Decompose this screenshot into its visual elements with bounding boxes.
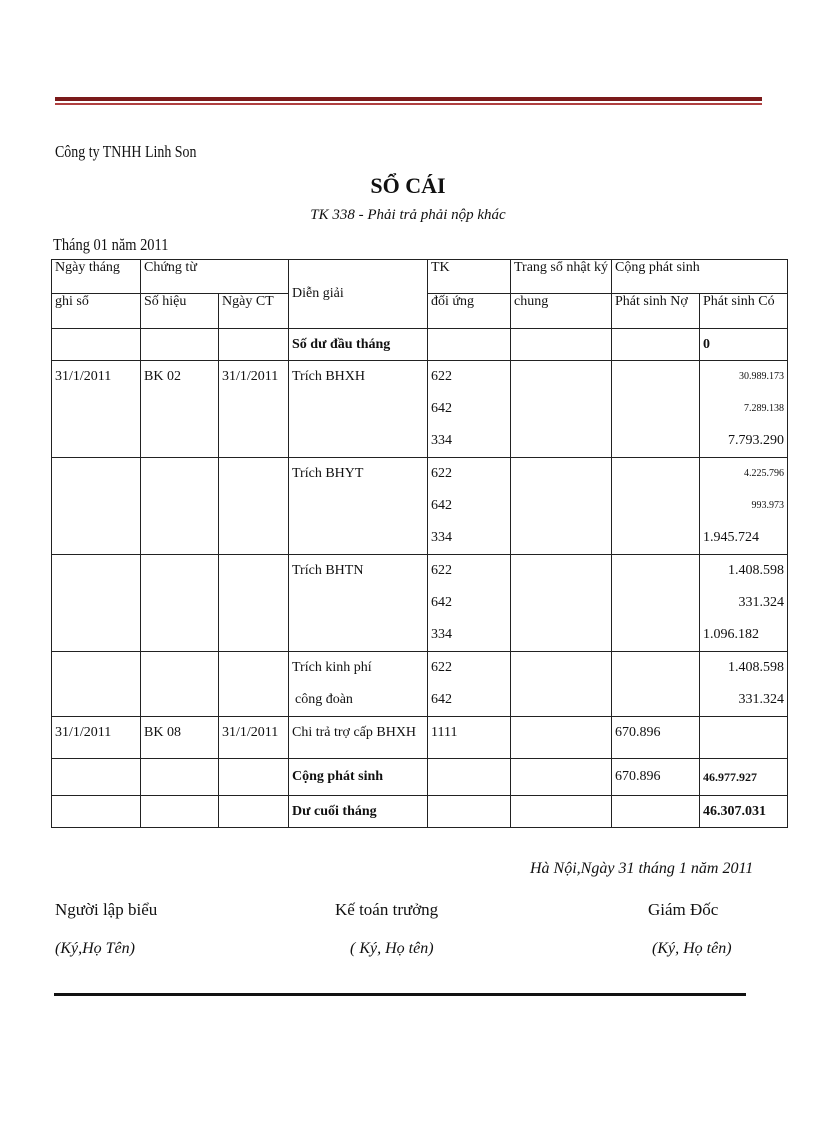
totals-label: Cộng phát sinh — [289, 759, 428, 796]
signature-director-note: (Ký, Họ tên) — [652, 940, 732, 957]
opening-label: Số dư đầu tháng — [289, 329, 428, 361]
entry-credit: 1.096.182 — [703, 627, 759, 642]
totals-row — [52, 759, 788, 796]
entry-credit: 331.324 — [738, 692, 784, 707]
entry-date: 31/1/2011 — [55, 369, 112, 384]
entry-description: Trích kinh phí — [292, 660, 372, 675]
entry-voucher-date: 31/1/2011 — [222, 369, 279, 384]
signature-chief-accountant: Kế toán trưởng — [335, 900, 439, 919]
entry-account: 334 — [431, 433, 452, 448]
header-account: TK — [428, 260, 511, 294]
entry-account: 642 — [431, 692, 452, 707]
entry-description: Trích BHYT — [292, 466, 364, 481]
closing-row — [52, 796, 788, 828]
header-credit: Phát sinh Có — [700, 294, 788, 329]
payment-voucher-date: 31/1/2011 — [222, 725, 279, 740]
entry-account: 622 — [431, 563, 452, 578]
closing-credit: 46.307.031 — [700, 796, 788, 828]
entry-account: 622 — [431, 660, 452, 675]
place-date: Hà Nội,Ngày 31 tháng 1 năm 2011 — [530, 860, 754, 877]
entry-credit: 1.945.724 — [703, 530, 759, 545]
entry-credit: 331.324 — [738, 595, 784, 610]
entry-account: 334 — [431, 530, 452, 545]
header-account-2: đối ứng — [428, 294, 511, 329]
entry-voucher-no: BK 02 — [144, 369, 181, 384]
header-debit: Phát sinh Nợ — [612, 294, 700, 329]
header-date: Ngày tháng — [52, 260, 141, 294]
table-row — [52, 361, 788, 458]
entry-credit: 30.989.173 — [739, 371, 784, 382]
entry-account: 622 — [431, 466, 452, 481]
bottom-rule — [54, 993, 746, 996]
entry-account: 642 — [431, 498, 452, 513]
payment-description: Chi trả trợ cấp BHXH — [292, 725, 417, 740]
opening-row — [52, 329, 788, 361]
payment-debit: 670.896 — [615, 725, 661, 740]
header-voucher-date: Ngày CT — [219, 294, 289, 329]
entry-account: 642 — [431, 401, 452, 416]
payment-account: 1111 — [431, 725, 458, 740]
header-description: Diễn giải — [289, 260, 428, 329]
header-voucher: Chứng từ — [141, 260, 289, 294]
table-row — [52, 555, 788, 652]
signature-preparer-note: (Ký,Họ Tên) — [55, 940, 135, 957]
entry-credit: 7.793.290 — [728, 433, 784, 448]
entry-credit: 1.408.598 — [728, 563, 784, 578]
table-row — [52, 458, 788, 555]
top-rule-accent — [55, 103, 762, 105]
entry-credit: 7.289.138 — [744, 403, 784, 414]
entry-description-2: công đoàn — [295, 692, 353, 707]
header-total: Cộng phát sinh — [612, 260, 788, 294]
signature-chief-accountant-note: ( Ký, Họ tên) — [350, 940, 434, 957]
table-row — [52, 717, 788, 759]
entry-account: 622 — [431, 369, 452, 384]
entry-account: 334 — [431, 627, 452, 642]
entry-credit: 993.973 — [751, 500, 784, 511]
payment-voucher-no: BK 08 — [144, 725, 181, 740]
totals-debit: 670.896 — [612, 759, 700, 796]
entry-account: 642 — [431, 595, 452, 610]
closing-label: Dư cuối tháng — [289, 796, 428, 828]
signature-director: Giám Đốc — [648, 900, 719, 919]
header-date-2: ghi sổ — [52, 294, 141, 329]
header-row-1 — [52, 260, 788, 294]
entry-description: Trích BHTN — [292, 563, 364, 578]
opening-credit: 0 — [700, 329, 788, 361]
entry-credit: 1.408.598 — [728, 660, 784, 675]
entry-description: Trích BHXH — [292, 369, 365, 384]
header-voucher-no: Số hiệu — [141, 294, 219, 329]
header-journal-2: chung — [511, 294, 612, 329]
entry-credit: 4.225.796 — [744, 468, 784, 479]
period-label: Tháng 01 năm 2011 — [53, 235, 169, 254]
account-subtitle: TK 338 - Phải trả phải nộp khác — [310, 207, 506, 223]
page-title: SỔ CÁI — [370, 173, 446, 198]
table-row — [52, 652, 788, 717]
signature-preparer: Người lập biểu — [55, 900, 158, 919]
top-rule — [55, 97, 762, 101]
ledger-table — [51, 259, 788, 828]
payment-date: 31/1/2011 — [55, 725, 112, 740]
totals-credit: 46.977.927 — [700, 759, 788, 796]
header-journal: Trang sổ nhật ký — [511, 260, 612, 294]
company-name: Công ty TNHH Linh Son — [55, 142, 197, 161]
